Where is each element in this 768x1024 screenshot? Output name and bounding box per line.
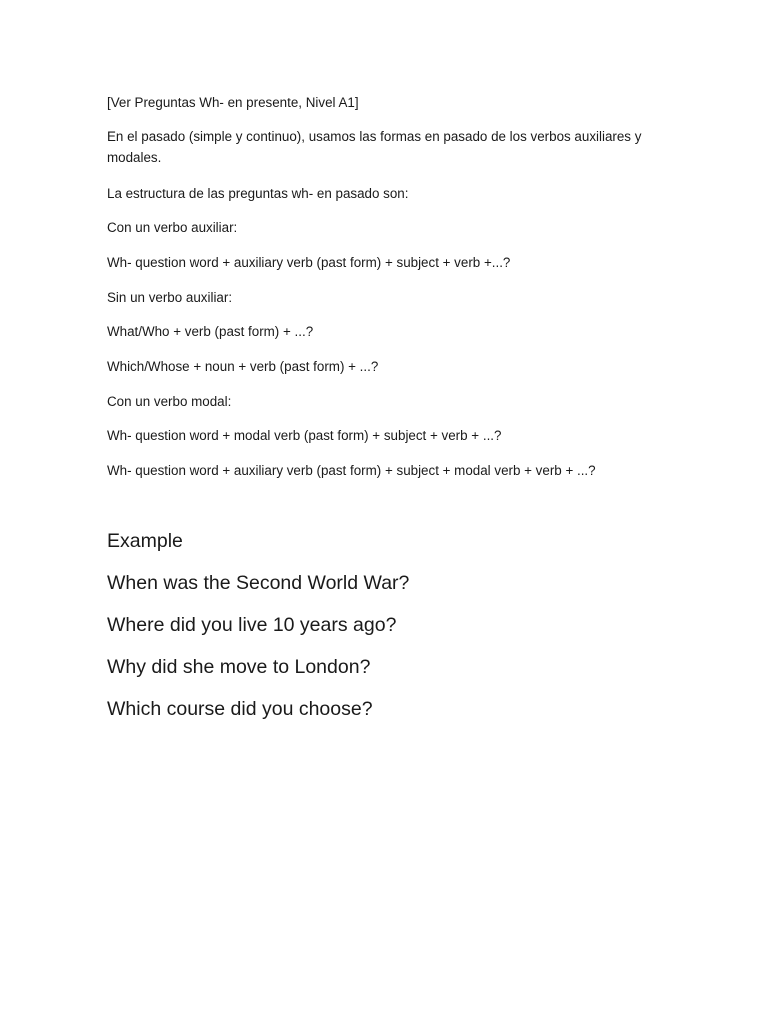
example-item: When was the Second World War? — [107, 572, 410, 594]
no-auxiliary-formula-1: What/Who + verb (past form) + ...? — [107, 324, 314, 339]
modal-heading: Con un verbo modal: — [107, 394, 232, 409]
example-item: Why did she move to London? — [107, 656, 371, 678]
no-auxiliary-formula-2: Which/Whose + noun + verb (past form) + ...? — [107, 359, 379, 374]
modal-formula-2: Wh- question word + auxiliary verb (past form) + subject + modal verb + verb + ...? — [107, 463, 596, 478]
modal-formula-1: Wh- question word + modal verb (past form) + subject + verb + ...? — [107, 428, 502, 443]
example-item: Which course did you choose? — [107, 698, 373, 720]
example-item: Where did you live 10 years ago? — [107, 614, 397, 636]
example-heading: Example — [107, 530, 183, 552]
auxiliary-heading: Con un verbo auxiliar: — [107, 220, 238, 235]
intro-paragraph: En el pasado (simple y continuo), usamos las formas en pasado de los verbos auxiliares y modales. — [107, 129, 642, 165]
auxiliary-formula: Wh- question word + auxiliary verb (past form) + subject + verb +...? — [107, 255, 511, 270]
reference-note: [Ver Preguntas Wh- en presente, Nivel A1] — [107, 95, 359, 110]
no-auxiliary-heading: Sin un verbo auxiliar: — [107, 290, 233, 305]
structure-heading: La estructura de las preguntas wh- en pasado son: — [107, 186, 409, 201]
